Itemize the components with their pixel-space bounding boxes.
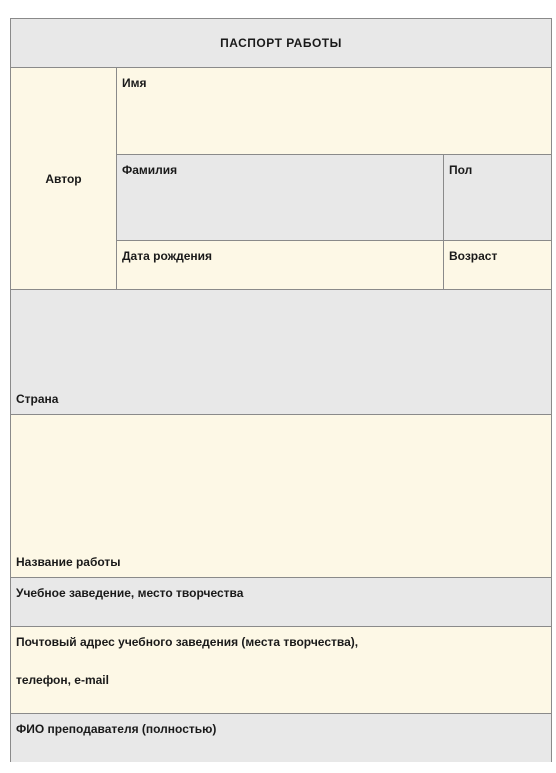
last-name-label: Фамилия	[122, 163, 178, 177]
form-title: ПАСПОРТ РАБОТЫ	[220, 36, 342, 50]
teacher-label: ФИО преподавателя (полностью)	[16, 722, 217, 736]
author-label-cell	[11, 68, 117, 290]
postal-address-field[interactable]	[11, 627, 552, 714]
last-name-field[interactable]	[117, 155, 444, 241]
age-label: Возраст	[449, 249, 498, 263]
gender-field[interactable]	[444, 155, 552, 241]
work-title-label: Название работы	[16, 555, 121, 569]
author-label: Автор	[45, 171, 82, 186]
work-passport-form	[10, 18, 552, 762]
postal-address-label: Почтовый адрес учебного заведения (места творчества),	[16, 635, 359, 649]
birth-date-field[interactable]	[117, 241, 444, 290]
work-title-field[interactable]	[11, 415, 552, 578]
teacher-field[interactable]	[11, 714, 552, 762]
first-name-label: Имя	[122, 76, 147, 90]
institution-field[interactable]	[11, 578, 552, 627]
first-name-field[interactable]	[117, 68, 552, 155]
institution-label: Учебное заведение, место творчества	[16, 586, 244, 600]
birth-date-label: Дата рождения	[122, 249, 213, 263]
country-label: Страна	[16, 392, 59, 406]
form-title-cell	[11, 19, 552, 68]
country-field[interactable]	[11, 290, 552, 415]
contacts-label: телефон, e-mail	[16, 673, 109, 687]
age-field[interactable]	[444, 241, 552, 290]
gender-label: Пол	[449, 163, 473, 177]
